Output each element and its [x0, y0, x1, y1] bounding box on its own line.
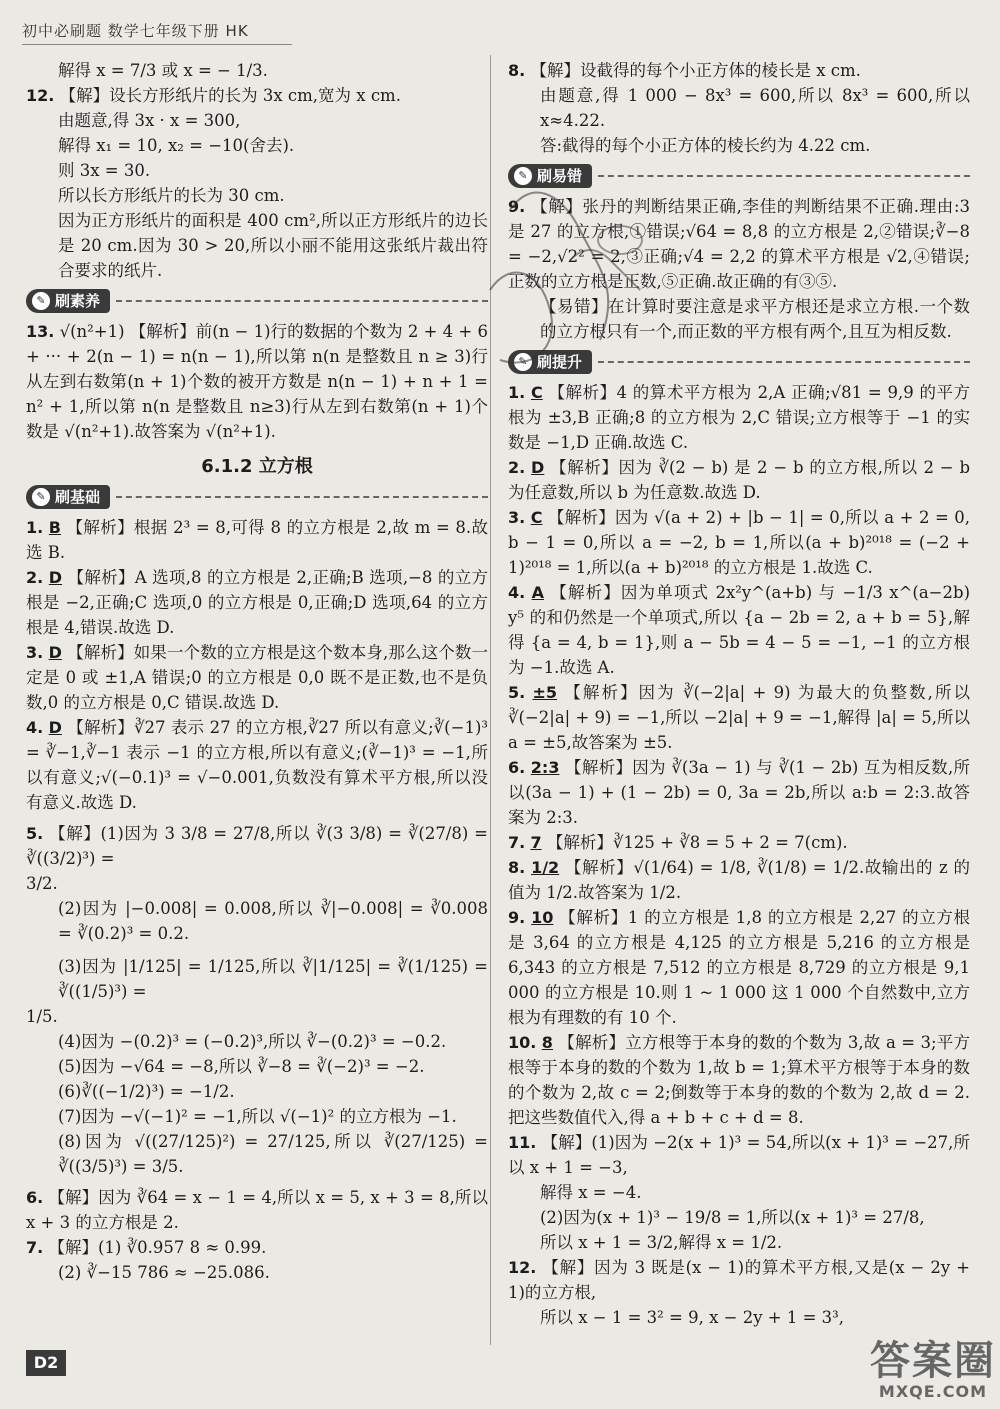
text-line: 【解】(1) ∛0.957 8 ≈ 0.99. [48, 1238, 267, 1257]
question-number: 6. [508, 758, 526, 777]
explanation: 【解析】∛125 + ∛8 = 5 + 2 = 7(cm). [546, 833, 848, 852]
question-11 [508, 1130, 970, 1180]
subsection-title: 6.1.2 立方根 [201, 456, 313, 477]
answer-choice: 8 [541, 1033, 553, 1052]
section-header-jichu [26, 485, 488, 509]
answer-item [508, 380, 970, 455]
answer-item [508, 680, 970, 755]
answer-item [26, 640, 488, 715]
question-number: 8. [508, 61, 526, 80]
text-line: (2)因为(x + 1)³ − 19/8 = 1,所以(x + 1)³ = 27/8, [540, 1208, 925, 1227]
answer-choice: D [48, 718, 62, 737]
text-line: 【解】张丹的判断结果正确,李佳的判断结果不正确.理由:3 是 27 的立方根,①错误;√64 = 8,8 的立方根是 2,②错误;∛−8 = −2,√2² = 2,③正确;√4 = 2,2 的算术平方根是 √2,④错误;正数的立方根是正数,⑤正确.故正确的有③⑤. [508, 197, 970, 291]
page-number: D2 [26, 1350, 66, 1376]
text-line: (7)因为 −√(−1)² = −1,所以 √(−1)² 的立方根为 −1. [58, 1107, 457, 1126]
question-number: 5. [26, 824, 44, 843]
answer-choice: D [48, 568, 63, 587]
text-line: (6)∛((−1/2)³) = −1/2. [58, 1082, 235, 1101]
answer-item [508, 755, 970, 830]
answer-choice: 2:3 [530, 758, 560, 777]
answer-item [508, 505, 970, 580]
column-divider [490, 55, 491, 1345]
question-number: 12. [508, 1258, 537, 1277]
text-line: 所以 x + 1 = 3/2,解得 x = 1/2. [540, 1233, 783, 1252]
text-line: (2)因为 |−0.008| = 0.008,所以 ∛|−0.008| = ∛0.008 = ∛(0.2)³ = 0.2. [58, 899, 488, 943]
watermark-url: MXQE.COM [878, 1382, 988, 1401]
question-number: 4. [26, 718, 44, 737]
section-label: 刷素养 [55, 291, 101, 310]
text-line: √(n²+1) 【解析】前(n − 1)行的数据的个数为 2 + 4 + 6 + ··· + 2(n − 1) = n(n − 1),所以第 n(n 是整数且 n ≥ 3)行从左到右数第(n + 1)个数的被开方数是 n(n − 1) + n + 1 = n² + 1,所以第 n(n 是整数且 n≥3)行从左到右数第(n + 1)个数是 √(n²+1).故答案为 √(n²+1). [26, 322, 488, 441]
error-note: 【易错】在计算时要注意是求平方根还是求立方根.一个数的立方根只有一个,而正数的平方根有两个,且互为相反数. [540, 297, 970, 341]
question-number: 2. [26, 568, 44, 587]
question-number: 1. [508, 383, 526, 402]
question-8 [508, 58, 970, 83]
text-line: 因为正方形纸片的面积是 400 cm²,所以正方形纸片的边长是 20 cm.因为 30 > 20,所以小丽不能用这张纸片裁出符合要求的纸片. [58, 211, 488, 280]
question-number: 11. [508, 1133, 537, 1152]
section-header-suyang [26, 289, 488, 313]
text-line: 所以长方形纸片的长为 30 cm. [58, 186, 285, 205]
question-12-right [508, 1255, 970, 1305]
question-number: 5. [508, 683, 526, 702]
question-number: 3. [508, 508, 526, 527]
question-number: 7. [26, 1238, 44, 1257]
explanation: 【解析】A 选项,8 的立方根是 2,正确;B 选项,−8 的立方根是 −2,正确;C 选项,0 的立方根是 0,正确;D 选项,64 的立方根是 4,错误.故选 D. [26, 568, 488, 637]
section-label: 刷提升 [537, 352, 583, 371]
book-icon: ✎ [514, 353, 532, 371]
text-line: (4)因为 −(0.2)³ = (−0.2)³,所以 ∛−(0.2)³ = −0.2. [58, 1032, 447, 1051]
text-line: 1/5. [26, 1007, 58, 1026]
text-line: 3/2. [26, 874, 58, 893]
text-line: 答:截得的每个小正方体的棱长约为 4.22 cm. [540, 136, 871, 155]
text-line: 解得 x = −4. [540, 1183, 642, 1202]
question-number: 2. [508, 458, 526, 477]
text-line: (2) ∛−15 786 ≈ −25.086. [58, 1263, 270, 1282]
explanation: 【解析】如果一个数的立方根是这个数本身,那么这个数一定是 0 或 ±1,A 错误;0 的立方根是 0,0 既不是正数,也不是负数,0 的立方根是 0,C 错误.故选 D. [26, 643, 489, 712]
explanation: 【解析】因为 ∛(2 − b) 是 2 − b 的立方根,所以 2 − b 为任意数,所以 b 为任意数.故选 D. [508, 458, 971, 502]
answer-choice: A [531, 583, 544, 602]
question-number: 3. [26, 643, 44, 662]
text-line: (3)因为 |1/125| = 1/125,所以 ∛|1/125| = ∛(1/125) = ∛((1/5)³) = [58, 957, 488, 1001]
answer-choice: 7 [530, 833, 542, 852]
text-line: (8)因为 √((27/125)²) = 27/125,所以 ∛(27/125) = ∛((3/5)³) = 3/5. [58, 1132, 488, 1176]
question-number: 9. [508, 908, 526, 927]
explanation: 【解析】4 的算术平方根为 2,A 正确;√81 = 9,9 的平方根为 ±3,B 正确;8 的立方根为 2,C 错误;立方根等于 −1 的实数是 −1,D 正确.故选 C. [508, 383, 971, 452]
explanation: 【解析】1 的立方根是 1,8 的立方根是 2,27 的立方根是 3,64 的立方根是 4,125 的立方根是 5,216 的立方根是 6,343 的立方根是 7,512 的立方根是 8,729 的立方根是 9,1 000 的立方根是 10.则 1 ~ 1 000 这 1 000 个自然数中,立方根为有理数的有 10 个. [508, 908, 971, 1027]
right-column [508, 58, 970, 1330]
text-line: 【解】(1)因为 3 3/8 = 27/8,所以 ∛(3 3/8) = ∛(27/8) = ∛((3/2)³) = [26, 824, 488, 868]
question-number: 7. [508, 833, 526, 852]
answer-choice: C [530, 508, 543, 527]
section-label: 刷基础 [55, 487, 101, 506]
text-line: 【解】(1)因为 −2(x + 1)³ = 54,所以(x + 1)³ = −27,所以 x + 1 = −3, [508, 1133, 970, 1177]
watermark-text: 答案圈 [870, 1338, 996, 1384]
answer-choice: C [530, 383, 543, 402]
question-number: 6. [26, 1188, 44, 1207]
question-7 [26, 1235, 488, 1260]
question-number: 12. [26, 86, 55, 105]
answer-choice: 10 [531, 908, 554, 927]
answer-item [508, 580, 970, 680]
question-9 [508, 194, 970, 294]
question-number: 1. [26, 518, 44, 537]
text-line: (5)因为 −√64 = −8,所以 ∛−8 = ∛(−2)³ = −2. [58, 1057, 425, 1076]
question-number: 13. [26, 322, 55, 341]
explanation: 【解析】因为 ∛(3a − 1) 与 ∛(1 − 2b) 互为相反数,所以(3a − 1) + (1 − 2b) = 0, 3a = 2b,所以 a:b = 2:3.故答案为 2:3. [508, 758, 970, 827]
explanation: 【解析】因为单项式 2x²y^(a+b) 与 −1/3 x^(a−2b) y⁵ 的和仍然是一个单项式,所以 {a − 2b = 2, a + b = 5},解得 {a = 4, b = 1},则 a − 5b = 4 − 5 = −1, −1 的立方根为 −1.故选 A. [508, 583, 971, 677]
explanation: 【解析】因为 ∛(−2|a| + 9) 为最大的负整数,所以 ∛(−2|a| + 9) = −1,所以 −2|a| + 9 = −1,解得 |a| = 5,所以 a = ±5,故答案为 ±5. [508, 683, 970, 752]
running-header: 初中必刷题 数学七年级下册 HK [22, 20, 292, 45]
book-icon: ✎ [32, 488, 50, 506]
text-line: 【解】设长方形纸片的长为 3x cm,宽为 x cm. [59, 86, 401, 105]
explanation: 【解析】根据 2³ = 8,可得 8 的立方根是 2,故 m = 8.故选 B. [26, 518, 488, 562]
answer-choice: 1/2 [531, 858, 560, 877]
question-5 [26, 821, 488, 871]
text-line: 【解】因为 ∛64 = x − 1 = 4,所以 x = 5, x + 3 = 8,所以 x + 3 的立方根是 2. [26, 1188, 488, 1232]
question-number: 4. [508, 583, 526, 602]
text-line: 由题意,得 3x · x = 300, [58, 111, 241, 130]
answer-choice: D [48, 643, 62, 662]
answer-item [508, 905, 970, 1030]
answer-item [26, 715, 488, 815]
explanation: 【解析】∛27 表示 27 的立方根,∛27 所以有意义;∛(−1)³ = ∛−1,∛−1 表示 −1 的立方根,所以有意义;(∛−1)³ = −1,所以有意义;√(−0.1)³ = √−0.001,负数没有算术平方根,所以没有意义.故选 D. [26, 718, 488, 812]
question-13 [26, 319, 488, 444]
text-line: 解得 x₁ = 10, x₂ = −10(舍去). [58, 136, 295, 155]
text-line: 所以 x − 1 = 3² = 9, x − 2y + 1 = 3³, [540, 1308, 845, 1327]
explanation: 【解析】√(1/64) = 1/8, ∛(1/8) = 1/2.故输出的 z 的值为 1/2.故答案为 1/2. [508, 858, 971, 902]
book-icon: ✎ [32, 292, 50, 310]
text-line: 【解】设截得的每个小正方体的棱长是 x cm. [530, 61, 861, 80]
watermark-logo [870, 1340, 996, 1401]
section-label: 刷易错 [537, 166, 583, 185]
answer-item [508, 455, 970, 505]
question-number: 9. [508, 197, 526, 216]
answer-choice: D [531, 458, 545, 477]
section-header-yicuo [508, 164, 970, 188]
explanation: 【解析】立方根等于本身的数的个数为 3,故 a = 3;平方根等于本身的数的个数为 1,故 b = 1;算术平方根等于本身的数的个数为 2,故 c = 2;倒数等于本身的数的个数为 2,故 d = 2.把这些数值代入,得 a + b + c + d = 8. [508, 1033, 970, 1127]
answer-item [508, 1030, 970, 1130]
text-line: 则 3x = 30. [58, 161, 151, 180]
answer-item [26, 515, 488, 565]
question-12 [26, 83, 488, 108]
section-header-tisheng [508, 350, 970, 374]
left-column [26, 58, 488, 1285]
answer-choice: ±5 [532, 683, 558, 702]
question-6 [26, 1185, 488, 1235]
answer-choice: B [48, 518, 61, 537]
text-line: 由题意,得 1 000 − 8x³ = 600,所以 8x³ = 600,所以 x≈4.22. [540, 86, 970, 130]
answer-item [508, 855, 970, 905]
text-line: 解得 x = 7/3 或 x = − 1/3. [58, 61, 268, 80]
book-icon: ✎ [514, 167, 532, 185]
question-number: 10. [508, 1033, 537, 1052]
question-number: 8. [508, 858, 526, 877]
answer-item [26, 565, 488, 640]
text-line: 【解】因为 3 既是(x − 1)的算术平方根,又是(x − 2y + 1)的立方根, [508, 1258, 970, 1302]
answer-item [508, 830, 970, 855]
explanation: 【解析】因为 √(a + 2) + |b − 1| = 0,所以 a + 2 = 0, b − 1 = 0,所以 a = −2, b = 1,所以(a + b)²⁰¹⁸ = (−2 + 1)²⁰¹⁸ = 1,所以(a + b)²⁰¹⁸ 的立方根是 1.故选 C. [508, 508, 971, 577]
